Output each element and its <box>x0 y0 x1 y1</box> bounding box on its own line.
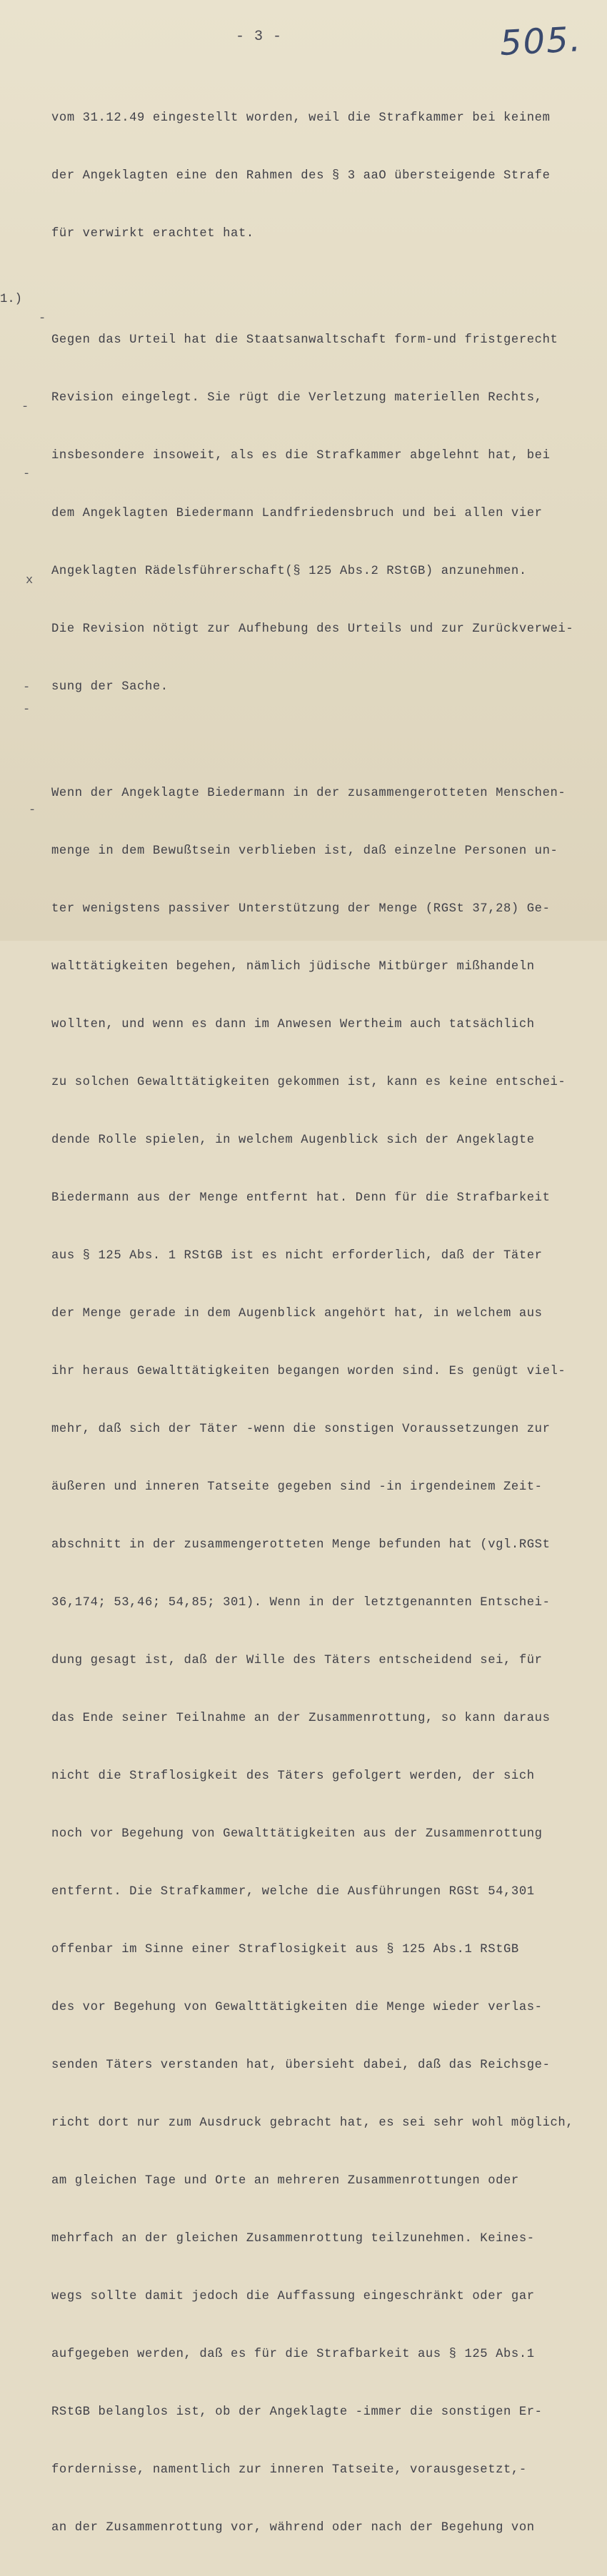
text-line: Revision eingelegt. Sie rügt die Verletzung materiellen Rechts, <box>51 391 543 405</box>
text-line: nicht die Straflosigkeit des Täters gefolgert werden, der sich <box>51 1769 535 1783</box>
margin-mark: - <box>39 312 46 325</box>
text-line: richt dort nur zum Ausdruck gebracht hat, es sei sehr wohl möglich, <box>51 2116 574 2130</box>
text-line: walttätigkeiten begehen, nämlich jüdische Mitbürger mißhandeln <box>51 960 535 974</box>
text-line: abschnitt in der zusammengerotteten Menge befunden hat (vgl.RGSt <box>51 1538 551 1552</box>
text-line: fordernisse, namentlich zur inneren Tatseite, vorausgesetzt,- <box>51 2463 527 2477</box>
text-line: mehr, daß sich der Täter -wenn die sonstigen Voraussetzungen zur <box>51 1423 551 1436</box>
text-line: offenbar im Sinne einer Straflosigkeit aus § 125 Abs.1 RStGB <box>51 1943 519 1956</box>
page-number: - 3 - <box>236 29 283 45</box>
text-line: der Menge gerade in dem Augenblick angehört hat, in welchem aus <box>51 1307 543 1320</box>
text-line: sung der Sache. <box>51 680 169 694</box>
text-line: Die Revision nötigt zur Aufhebung des Urteils und zur Zurückverwei- <box>51 622 574 636</box>
folio-number: 505. <box>498 19 583 64</box>
text-line: wegs sollte damit jedoch die Auffassung eingeschränkt oder gar <box>51 2290 535 2303</box>
text-line: noch vor Begehung von Gewalttätigkeiten aus der Zusammenrottung <box>51 1827 543 1841</box>
text-line: am gleichen Tage und Orte an mehreren Zusammenrottungen oder <box>51 2174 519 2188</box>
margin-mark: x <box>26 574 34 587</box>
text-line: Gegen das Urteil hat die Staatsanwaltschaft form-und fristgerecht <box>51 333 558 347</box>
paragraph-gap <box>51 282 601 292</box>
text-line: wollten, und wenn es dann im Anwesen Wertheim auch tatsächlich <box>51 1018 535 1031</box>
document-body <box>51 70 601 2576</box>
text-line: äußeren und inneren Tatseite gegeben sind -in irgendeinem Zeit- <box>51 1480 543 1494</box>
text-line: Angeklagten Rädelsführerschaft(§ 125 Abs.2 RStGB) anzunehmen. <box>51 565 527 578</box>
text-line: dung gesagt ist, daß der Wille des Täters entscheidend sei, für <box>51 1654 543 1667</box>
text-line: der Angeklagten eine den Rahmen des § 3 aaO übersteigende Strafe <box>51 169 551 183</box>
text-line: zu solchen Gewalttätigkeiten gekommen ist, kann es keine entschei- <box>51 1076 566 1089</box>
margin-mark: - <box>23 681 31 694</box>
text-line: des vor Begehung von Gewalttätigkeiten die Menge wieder verlas- <box>51 2001 543 2014</box>
text-line: entfernt. Die Strafkammer, welche die Ausführungen RGSt 54,301 <box>51 1885 535 1899</box>
margin-mark: - <box>21 400 29 414</box>
text-line: das Ende seiner Teilnahme an der Zusammenrottung, so kann daraus <box>51 1712 551 1725</box>
paragraph-gap <box>51 735 601 745</box>
margin-mark: - <box>23 468 31 481</box>
text-line: 36,174; 53,46; 54,85; 301). Wenn in der letztgenannten Entschei- <box>51 1596 551 1610</box>
margin-mark: - <box>29 804 36 817</box>
margin-mark: - <box>23 703 31 717</box>
text-line: insbesondere insoweit, als es die Strafkammer abgelehnt hat, bei <box>51 449 551 463</box>
paragraph-number: 1.) <box>0 293 22 306</box>
text-line: Wenn der Angeklagte Biedermann in der zusammengerotteten Menschen- <box>51 787 566 800</box>
text-line: ihr heraus Gewalttätigkeiten begangen worden sind. Es genügt viel- <box>51 1365 566 1378</box>
text-line: mehrfach an der gleichen Zusammenrottung teilzunehmen. Keines- <box>51 2232 535 2246</box>
text-line: aufgegeben werden, daß es für die Strafbarkeit aus § 125 Abs.1 <box>51 2348 535 2361</box>
text-line: dende Rolle spielen, in welchem Augenblick sich der Angeklagte <box>51 1133 535 1147</box>
text-line: aus § 125 Abs. 1 RStGB ist es nicht erforderlich, daß der Täter <box>51 1249 543 1263</box>
text-line: dem Angeklagten Biedermann Landfriedensbruch und bei allen vier <box>51 507 543 520</box>
text-line: menge in dem Bewußtsein verblieben ist, daß einzelne Personen un- <box>51 844 558 858</box>
text-line: für verwirkt erachtet hat. <box>51 227 254 241</box>
text-line: Biedermann aus der Menge entfernt hat. Denn für die Strafbarkeit <box>51 1191 551 1205</box>
text-line: senden Täters verstanden hat, übersieht dabei, daß das Reichsge- <box>51 2059 551 2072</box>
text-line: vom 31.12.49 eingestellt worden, weil die Strafkammer bei keinem <box>51 111 551 125</box>
text-line: RStGB belanglos ist, ob der Angeklagte -immer die sonstigen Er- <box>51 2405 543 2419</box>
text-line: an der Zusammenrottung vor, während oder nach der Begehung von <box>51 2521 535 2535</box>
text-line: ter wenigstens passiver Unterstützung der Menge (RGSt 37,28) Ge- <box>51 902 551 916</box>
